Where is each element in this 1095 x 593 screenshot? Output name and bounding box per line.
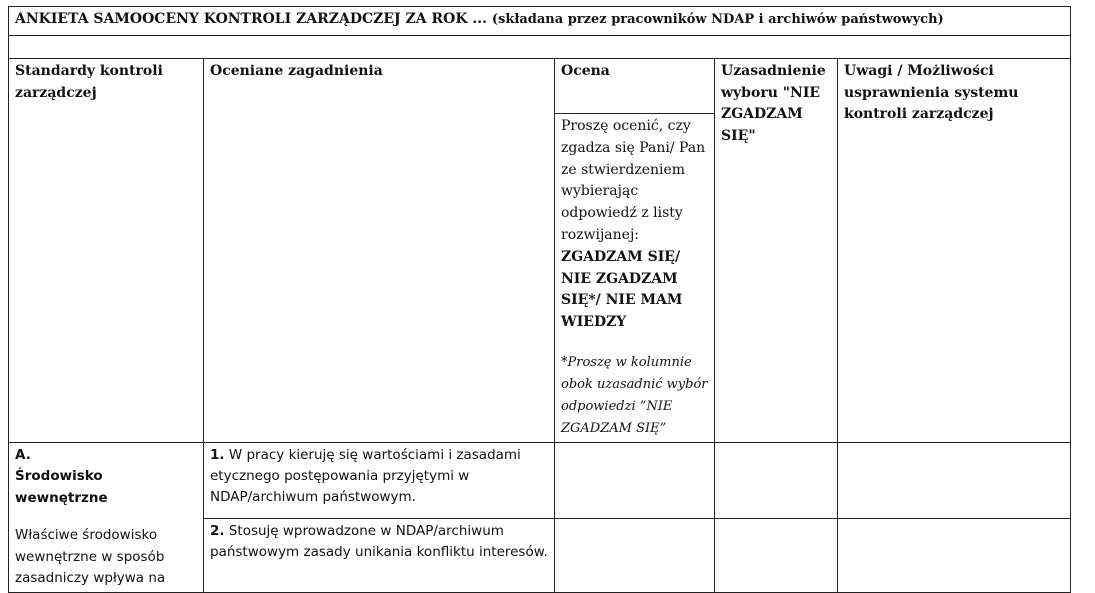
column-header-rating-cell [555,59,715,443]
column-header-rating: Ocena [555,59,714,114]
rating-options: ZGADZAM SIĘ/ NIE ZGADZAM SIĘ*/ NIE MAM WIEDZY [561,248,683,331]
survey-title-sub: (składana przez pracowników NDAP i archiwów państwowych) [491,12,944,27]
survey-title-main: ANKIETA SAMOOCENY KONTROLI ZARZĄDCZEJ ZA ROK ... [15,11,487,27]
question-text: Stosuję wprowadzone w NDAP/archiwum państwowym zasady unikania konfliktu interesów. [210,523,548,561]
section-description: Właściwe środowisko wewnętrzne w sposób zasadniczy wpływa na [15,527,166,587]
section-name: Środowisko wewnętrzne [15,468,108,506]
remarks-answer-cell[interactable] [838,442,1071,518]
question-number: 1. [210,446,225,463]
section-letter: A. [15,446,31,463]
title-row [9,7,1071,36]
column-header-issues: Oceniane zagadnienia [204,59,555,443]
justification-answer-cell[interactable] [715,442,838,518]
survey-title [9,7,1071,36]
column-header-justification: Uzasadnienie wyboru "NIE ZGADZAM SIĘ" [715,59,838,443]
rating-answer-cell[interactable] [555,442,715,518]
survey-document [8,6,1070,593]
question-cell [204,519,555,593]
remarks-answer-cell[interactable] [838,519,1071,593]
rating-instructions [555,114,714,442]
justification-answer-cell[interactable] [715,519,838,593]
question-number: 2. [210,523,225,540]
rating-answer-cell[interactable] [555,519,715,593]
column-header-row [9,59,1071,443]
column-header-standards: Standardy kontroli zarządczej [9,59,204,443]
rating-instructions-intro: Proszę ocenić, czy zgadza się Pani/ Pan ze stwierdzeniem wybierając odpowiedź z listy rozwijanej: [561,118,706,243]
question-cell [204,442,555,518]
blank-cell [9,36,1071,59]
table-row [9,442,1071,518]
rating-footnote: *Proszę w kolumnie obok uzasadnić wybór odpowiedzi ”NIE ZGADZAM SIĘ” [561,354,708,436]
column-header-remarks: Uwagi / Możliwości usprawnienia systemu kontroli zarządczej [838,59,1071,443]
question-text: W pracy kieruję się wartościami i zasadami etycznego postępowania przyjętymi w NDAP/archiwum państwowym. [210,446,521,505]
survey-table [8,6,1071,593]
blank-row [9,36,1071,59]
section-cell [9,442,204,592]
